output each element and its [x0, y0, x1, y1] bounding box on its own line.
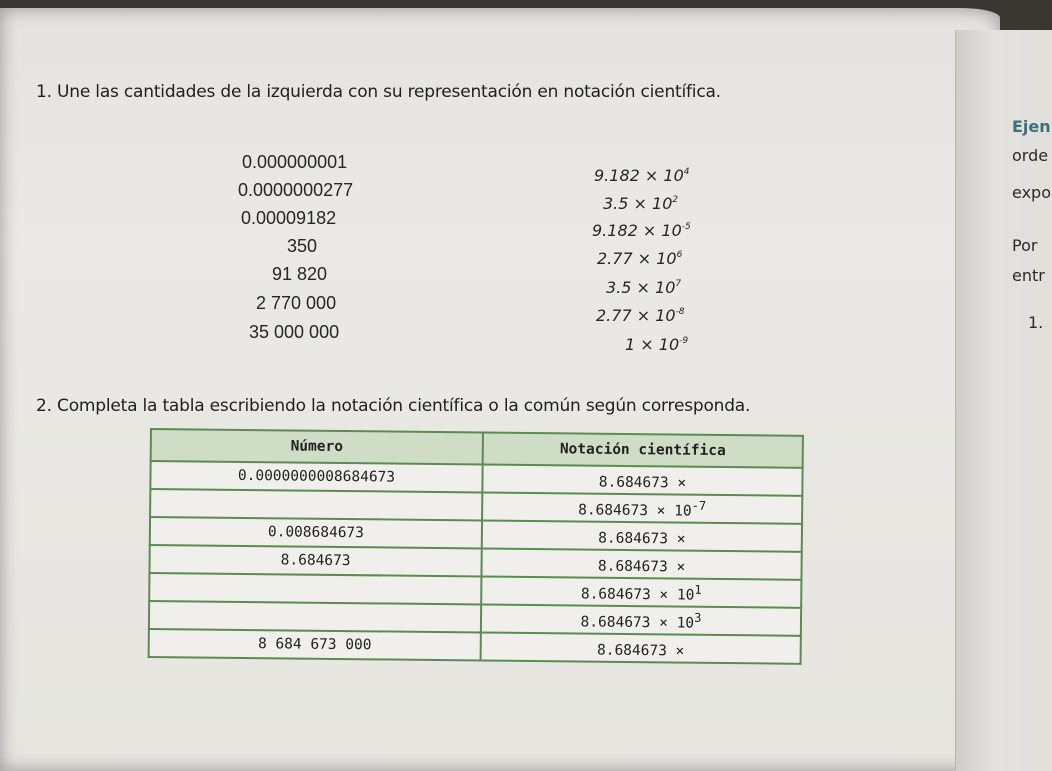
sci-cell: 8.684673 × [482, 520, 802, 551]
side-text-ejemplo: Ejen [1012, 117, 1051, 136]
sci-cell: 8.684673 × [481, 548, 801, 579]
right-sci-notation: $3.5 \times 10^7$ [606, 278, 682, 297]
sci-cell: 8.684673 × [482, 464, 802, 495]
number-cell: 8.684673 [149, 545, 481, 576]
side-text-orden: orde [1012, 146, 1049, 165]
left-quantity: 350 [287, 236, 318, 256]
left-quantity: 2 770 000 [256, 293, 337, 313]
number-cell: 0.0000000008684673 [150, 461, 482, 492]
left-quantity: 0.000000001 [242, 152, 348, 172]
header-scientific-notation: Notación científica [483, 432, 803, 467]
number-cell: 8 684 673 000 [149, 629, 481, 660]
right-sci-notation: $2.77 \times 10^6$ [597, 249, 683, 268]
side-text-por: Por [1012, 236, 1038, 255]
side-text-item-1: 1. [1028, 313, 1044, 332]
side-text-entre: entr [1012, 266, 1045, 285]
table-row [149, 629, 801, 664]
right-sci-notation: $9.182 \times 10^{-5}$ [592, 221, 691, 240]
right-sci-notation: $3.5 \times 10^2$ [603, 194, 679, 213]
right-sci-notation: $2.77 \times 10^{-8}$ [596, 306, 685, 325]
exercise-2-instruction: 2. Completa la tabla escribiendo la notación científica o la común según corresponda. [36, 396, 751, 416]
left-quantity: 91 820 [272, 264, 328, 284]
sci-cell: $8.684673 \times 10^1$ [481, 576, 801, 607]
facing-page-edge [955, 30, 1052, 771]
number-cell: 0.008684673 [150, 517, 482, 548]
number-cell [149, 601, 481, 632]
right-sci-notation: $9.182 \times 10^4$ [594, 166, 690, 185]
exercise-1-instruction: 1. Une las cantidades de la izquierda con su representación en notación científica. [36, 82, 721, 102]
left-quantity: 0.0000000277 [238, 180, 354, 200]
sci-cell: $8.684673 \times 10^{-7}$ [482, 492, 802, 523]
left-quantity: 35 000 000 [249, 322, 340, 342]
sci-cell: 8.684673 × [481, 632, 801, 663]
side-text-exponente: expo [1012, 183, 1051, 202]
scientific-notation-table [148, 428, 804, 665]
number-cell [150, 489, 482, 520]
number-cell [149, 573, 481, 604]
sci-cell: $8.684673 \times 10^3$ [481, 604, 801, 635]
left-quantity: 0.00009182 [241, 208, 337, 228]
header-number: Número [151, 429, 483, 464]
right-sci-notation: $1 \times 10^{-9}$ [625, 335, 689, 354]
